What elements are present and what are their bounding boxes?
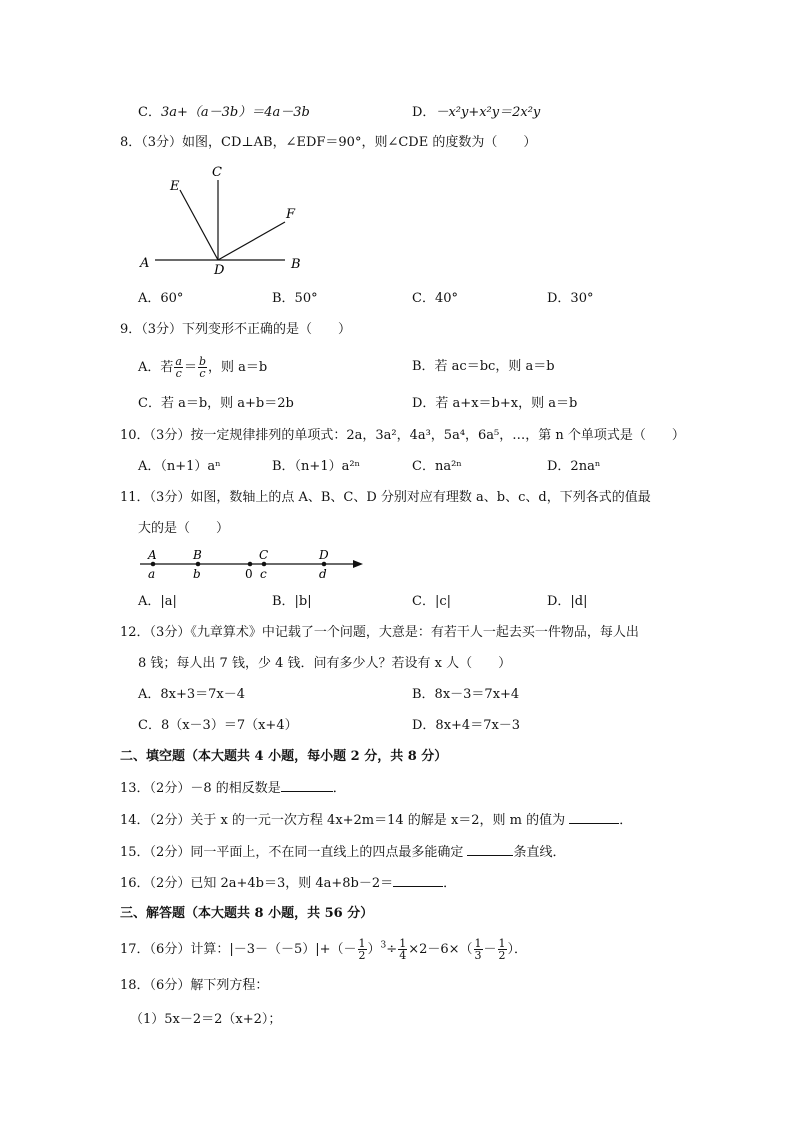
point-a <box>151 562 156 567</box>
point-c <box>262 562 267 567</box>
q12-option-d: D．8x+4＝7x－3 <box>412 718 521 733</box>
q17-middle: ×2－6×（ <box>408 942 473 957</box>
upper-label-c: C <box>259 548 269 562</box>
q7-option-d-text: －x²y+x²y＝2x²y <box>435 105 541 120</box>
lower-label-b: b <box>193 567 201 581</box>
q11-number-line <box>135 543 375 585</box>
q7-option-c-text: 3a+（a－3b）＝4a－3b <box>160 105 310 120</box>
label-a: A <box>140 256 150 271</box>
q11-stem-line1: 11．（3分）如图，数轴上的点 A、B、C、D 分别对应有理数 a、b、c、d，下列各式的值最 <box>120 490 651 505</box>
q11-option-d: D．|d| <box>547 594 588 609</box>
frac-den: c <box>199 367 206 380</box>
q10-option-d: D．2naⁿ <box>547 459 601 474</box>
q8-option-a: A．60° <box>138 291 184 306</box>
q7-option-d <box>412 104 540 122</box>
q9-option-a <box>138 355 267 381</box>
q17-paren-close: ） <box>367 942 381 957</box>
q14-answer-blank[interactable] <box>569 811 619 824</box>
point-b <box>196 562 201 567</box>
q9-option-a-suffix: ，则 a＝b <box>208 360 268 375</box>
q16-answer-blank[interactable] <box>393 874 443 887</box>
upper-label-d: D <box>319 548 329 562</box>
frac-den: c <box>175 367 182 380</box>
q17-minus: － <box>343 942 357 957</box>
q17-minus-2: － <box>483 942 497 957</box>
q16-text: 16．（2分）已知 2a+4b＝3，则 4a+8b－2＝ <box>120 876 394 891</box>
q8-option-d: D．30° <box>547 291 594 306</box>
section-3-heading: 三、解答题（本大题共 8 小题，共 56 分） <box>120 906 374 921</box>
lower-label-a: a <box>148 567 156 581</box>
upper-label-a: A <box>148 548 157 562</box>
label-b: B <box>291 257 301 272</box>
q15-answer-blank[interactable] <box>467 843 513 856</box>
q13 <box>120 779 346 798</box>
q10-option-b: B．（n+1）a²ⁿ <box>272 459 361 474</box>
frac-num: 1 <box>498 937 506 950</box>
q14-text: 14．（2分）关于 x 的一元一次方程 4x+2m＝14 的解是 x＝2，则 m 的值为 <box>120 813 566 828</box>
q12-option-b: B．8x－3＝7x+4 <box>412 687 520 702</box>
lower-label-c: c <box>260 567 267 581</box>
q14 <box>120 811 632 830</box>
q10-option-c: C．na²ⁿ <box>412 459 462 474</box>
q8-angle-diagram <box>130 160 330 280</box>
frac-num: 1 <box>474 937 482 950</box>
q14-end: ． <box>619 813 633 828</box>
q9-option-b: B．若 ac＝bc，则 a＝b <box>412 359 555 374</box>
q9-option-a-prefix: A．若 <box>138 360 174 375</box>
q16-end: ． <box>443 876 457 891</box>
q15 <box>120 843 565 862</box>
q7-option-d-label: D． <box>412 105 436 120</box>
q12-stem-line2: 8 钱；每人出 7 钱，少 4 钱．问有多少人？若设有 x 人（ ） <box>138 656 512 671</box>
q12-stem-line1: 12．（3分）《九章算术》中记载了一个问题，大意是：有若干人一起去买一件物品，每人出 <box>120 625 639 640</box>
q16 <box>120 874 456 893</box>
q9-fraction-b-over-c <box>198 356 207 379</box>
q10-stem: 10．（3分）按一定规律排列的单项式：2a，3a²，4a³，5a⁴，6a⁵，…，第 n 个单项式是（ ） <box>120 428 685 443</box>
axis-arrow-icon <box>353 560 363 568</box>
label-c: C <box>212 165 222 180</box>
q17 <box>120 935 527 965</box>
q9-option-c: C．若 a＝b，则 a+b＝2b <box>138 396 294 411</box>
q9-option-a-eq: ＝ <box>183 360 197 375</box>
frac-den: 2 <box>358 949 366 962</box>
q8-stem: 8．（3分）如图，CD⊥AB，∠EDF＝90°，则∠CDE 的度数为（ ） <box>120 135 537 150</box>
q11-stem-line2: 大的是（ ） <box>138 521 230 536</box>
lower-label-zero: 0 <box>245 567 253 581</box>
line-df <box>218 222 285 260</box>
frac-den: 2 <box>498 949 506 962</box>
q11-option-b: B．|b| <box>272 594 312 609</box>
label-d: D <box>214 263 225 278</box>
q13-text: 13．（2分）－8 的相反数是 <box>120 781 281 796</box>
frac-den: 3 <box>474 949 482 962</box>
frac-num: 1 <box>358 937 366 950</box>
q17-exponent: 3 <box>380 940 387 951</box>
q15-end: 条直线． <box>513 845 566 860</box>
frac-den: 4 <box>399 949 407 962</box>
q9-stem: 9．（3分）下列变形不正确的是（ ） <box>120 322 352 337</box>
lower-label-d: d <box>319 567 327 581</box>
q17-fraction-4 <box>498 938 507 961</box>
q11-option-c: C．|c| <box>412 594 451 609</box>
line-de <box>180 190 218 260</box>
q13-answer-blank[interactable] <box>281 779 333 792</box>
q18-part-1: （1）5x－2＝2（x+2）； <box>130 1012 282 1027</box>
q17-prefix: 17．（6分）计算：|－3－（－5）|+（ <box>120 942 344 957</box>
q10-option-a: A．（n+1）aⁿ <box>138 459 221 474</box>
q8-option-b: B．50° <box>272 291 318 306</box>
q7-option-c <box>138 104 310 122</box>
frac-num: b <box>198 355 207 368</box>
label-f: F <box>286 207 296 222</box>
point-d <box>322 562 327 567</box>
upper-label-b: B <box>193 548 202 562</box>
q17-fraction-3 <box>474 938 483 961</box>
q7-option-c-label: C． <box>138 105 161 120</box>
q12-option-c: C．8（x－3）＝7（x+4） <box>138 718 298 733</box>
q11-option-a: A．|a| <box>138 594 177 609</box>
q17-end: ）． <box>507 942 528 957</box>
q12-option-a: A．8x+3＝7x－4 <box>138 687 246 702</box>
q17-fraction-1 <box>358 938 367 961</box>
q8-option-c: C．40° <box>412 291 458 306</box>
frac-num: 1 <box>399 937 407 950</box>
q9-fraction-a-over-c <box>174 356 183 379</box>
label-e: E <box>170 179 180 194</box>
q13-end: ． <box>332 781 346 796</box>
q18-stem: 18．（6分）解下列方程： <box>120 978 269 993</box>
point-zero <box>248 562 253 567</box>
section-2-heading: 二、填空题（本大题共 4 小题，每小题 2 分，共 8 分） <box>120 749 448 764</box>
frac-num: a <box>175 355 182 368</box>
q15-text: 15．（2分）同一平面上，不在同一直线上的四点最多能确定 <box>120 845 464 860</box>
q17-divide: ÷ <box>386 942 398 957</box>
q9-option-d: D．若 a+x＝b+x，则 a＝b <box>412 396 578 411</box>
q17-fraction-2 <box>398 938 407 961</box>
